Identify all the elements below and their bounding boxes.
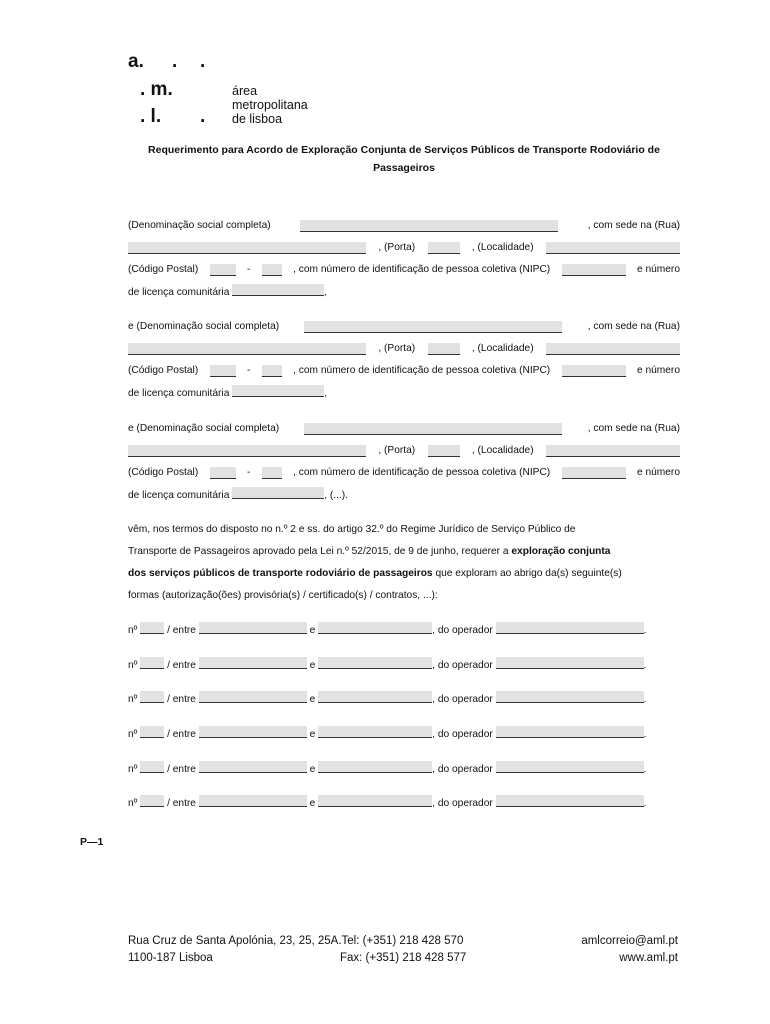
operator-row-5 <box>128 761 680 777</box>
logo-word-area: área <box>232 84 258 98</box>
denominacao-label: (Denominação social completa) <box>128 220 271 231</box>
document-title <box>128 141 680 177</box>
logo-letter-a: a. <box>128 51 144 72</box>
operador-label: , do operador <box>432 798 493 809</box>
e-label: e <box>309 694 316 705</box>
e-label: e <box>309 660 316 671</box>
codigo-postal-dash: - <box>246 467 251 478</box>
codigo-postal-field-1[interactable] <box>210 467 236 479</box>
numero-field[interactable] <box>140 761 164 773</box>
operator-row-1 <box>128 622 680 638</box>
licenca-field[interactable] <box>232 385 324 397</box>
nipc-label: , com número de identificação de pessoa coletiva (NIPC) <box>293 264 551 275</box>
numero-field[interactable] <box>140 691 164 703</box>
rua-field[interactable] <box>128 343 366 355</box>
operador-field[interactable] <box>496 726 644 738</box>
operador-field[interactable] <box>496 622 644 634</box>
title-line-1: Requerimento para Acordo de Exploração Conjunta de Serviços Públicos de Transporte Rodoviário de <box>148 144 660 156</box>
licenca-label: de licença comunitária <box>128 287 230 298</box>
operador-field[interactable] <box>496 761 644 773</box>
localidade-label: , (Localidade) <box>471 343 534 354</box>
title-line-2: Passageiros <box>373 162 435 174</box>
rua-field[interactable] <box>128 445 366 457</box>
logo-word-metropolitana: metropolitana <box>232 98 308 112</box>
localidade-field[interactable] <box>546 445 680 457</box>
operador-label: , do operador <box>432 694 493 705</box>
logo-letter-m: . m. <box>140 79 173 100</box>
entre-field-1[interactable] <box>199 691 307 703</box>
denominacao-label: e (Denominação social completa) <box>128 423 280 434</box>
entre-field-2[interactable] <box>318 726 432 738</box>
nipc-field[interactable] <box>562 264 626 276</box>
entre-field-1[interactable] <box>199 622 307 634</box>
nipc-label: , com número de identificação de pessoa coletiva (NIPC) <box>293 365 551 376</box>
entre-label: / entre <box>167 694 196 705</box>
licenca-label: de licença comunitária <box>128 490 230 501</box>
e-label: e <box>309 625 316 636</box>
nipc-label: , com número de identificação de pessoa coletiva (NIPC) <box>293 467 551 478</box>
codigo-postal-label: (Código Postal) <box>128 264 199 275</box>
entre-label: / entre <box>167 729 196 740</box>
operator-row-3 <box>128 691 680 707</box>
operador-field[interactable] <box>496 691 644 703</box>
operator-row-6 <box>128 795 680 811</box>
denominacao-field[interactable] <box>300 220 558 232</box>
nipc-field[interactable] <box>562 467 626 479</box>
operador-label: , do operador <box>432 764 493 775</box>
numero-field[interactable] <box>140 795 164 807</box>
entre-field-2[interactable] <box>318 691 432 703</box>
entre-label: / entre <box>167 764 196 775</box>
operador-field[interactable] <box>496 795 644 807</box>
codigo-postal-dash: - <box>246 264 251 275</box>
request-line-2-text: Transporte de Passageiros aprovado pela Lei n.º 52/2015, de 9 de junho, requerer a <box>128 546 509 557</box>
porta-label: , (Porta) <box>378 242 416 253</box>
request-line-2-bold: exploração conjunta <box>511 546 611 557</box>
row-end: . <box>643 798 647 809</box>
entre-field-1[interactable] <box>199 795 307 807</box>
codigo-postal-label: (Código Postal) <box>128 365 199 376</box>
codigo-postal-dash: - <box>246 365 251 376</box>
localidade-label: , (Localidade) <box>471 242 534 253</box>
row-end: . <box>643 764 647 775</box>
codigo-postal-field-2[interactable] <box>262 467 282 479</box>
logo-word-lisboa: de lisboa <box>232 112 283 126</box>
footer-email: amlcorreio@aml.pt <box>581 935 678 947</box>
codigo-postal-field-2[interactable] <box>262 365 282 377</box>
operator-row-2 <box>128 657 680 673</box>
logo-letter-l: . l. <box>140 106 162 127</box>
numero-label: nº <box>128 729 138 740</box>
codigo-postal-field-1[interactable] <box>210 264 236 276</box>
block-end: , <box>324 388 328 399</box>
entre-field-2[interactable] <box>318 761 432 773</box>
entre-field-2[interactable] <box>318 795 432 807</box>
operador-label: , do operador <box>432 729 493 740</box>
numero-field[interactable] <box>140 726 164 738</box>
sede-label: , com sede na (Rua) <box>587 220 680 231</box>
request-line-1: vêm, nos termos do disposto no n.º 2 e ss. do artigo 32.º do Regime Jurídico de Serviço Público de <box>128 524 576 535</box>
sede-label: , com sede na (Rua) <box>587 423 680 434</box>
block-end: , <box>324 287 328 298</box>
page-number: P—1 <box>80 836 104 848</box>
denominacao-label: e (Denominação social completa) <box>128 321 280 332</box>
numero-field[interactable] <box>140 622 164 634</box>
operador-label: , do operador <box>432 660 493 671</box>
numero-label: nº <box>128 764 138 775</box>
porta-field[interactable] <box>428 445 460 457</box>
localidade-field[interactable] <box>546 343 680 355</box>
denominacao-field[interactable] <box>304 423 562 435</box>
codigo-postal-field-2[interactable] <box>262 264 282 276</box>
codigo-postal-label: (Código Postal) <box>128 467 199 478</box>
operador-field[interactable] <box>496 657 644 669</box>
e-label: e <box>309 764 316 775</box>
porta-label: , (Porta) <box>378 343 416 354</box>
numero-label: nº <box>128 660 138 671</box>
request-line-4: formas (autorização(ões) provisória(s) / certificado(s) / contratos, ...): <box>128 590 438 601</box>
footer-address-line-2: 1100-187 Lisboa <box>128 952 213 964</box>
entre-field-1[interactable] <box>199 761 307 773</box>
e-label: e <box>309 729 316 740</box>
entre-label: / entre <box>167 625 196 636</box>
footer-address-line-1: Rua Cruz de Santa Apolónia, 23, 25, 25A.Tel: (+351) 218 428 570 <box>128 935 464 947</box>
logo-dot: . <box>200 106 206 127</box>
request-line-3-text: que exploram ao abrigo da(s) seguinte(s) <box>435 568 622 579</box>
operador-label: , do operador <box>432 625 493 636</box>
row-end: . <box>643 660 647 671</box>
block-end: , (...). <box>324 490 348 501</box>
numero-label: e número <box>636 467 680 478</box>
licenca-field[interactable] <box>232 284 324 296</box>
porta-field[interactable] <box>428 343 460 355</box>
licenca-field[interactable] <box>232 487 324 499</box>
entre-field-1[interactable] <box>199 726 307 738</box>
footer-fax: Fax: (+351) 218 428 577 <box>340 952 467 964</box>
entre-label: / entre <box>167 798 196 809</box>
logo-dot: . <box>172 51 178 72</box>
row-end: . <box>643 729 647 740</box>
aml-logo <box>128 50 348 130</box>
denominacao-field[interactable] <box>304 321 562 333</box>
numero-label: nº <box>128 625 138 636</box>
localidade-label: , (Localidade) <box>471 445 534 456</box>
numero-label: nº <box>128 694 138 705</box>
codigo-postal-field-1[interactable] <box>210 365 236 377</box>
logo-dot: . <box>200 51 206 72</box>
numero-field[interactable] <box>140 657 164 669</box>
entre-field-2[interactable] <box>318 657 432 669</box>
nipc-field[interactable] <box>562 365 626 377</box>
numero-label: e número <box>636 365 680 376</box>
porta-label: , (Porta) <box>378 445 416 456</box>
numero-label: nº <box>128 798 138 809</box>
entre-field-1[interactable] <box>199 657 307 669</box>
request-line-3-bold: dos serviços públicos de transporte rodoviário de passageiros <box>128 568 433 579</box>
licenca-label: de licença comunitária <box>128 388 230 399</box>
numero-label: e número <box>636 264 680 275</box>
footer-website: www.aml.pt <box>619 952 678 964</box>
entre-label: / entre <box>167 660 196 671</box>
porta-field[interactable] <box>428 242 460 254</box>
operator-row-4 <box>128 726 680 742</box>
row-end: . <box>643 625 647 636</box>
e-label: e <box>309 798 316 809</box>
entre-field-2[interactable] <box>318 622 432 634</box>
sede-label: , com sede na (Rua) <box>587 321 680 332</box>
row-end: . <box>643 694 647 705</box>
localidade-field[interactable] <box>546 242 680 254</box>
rua-field[interactable] <box>128 242 366 254</box>
